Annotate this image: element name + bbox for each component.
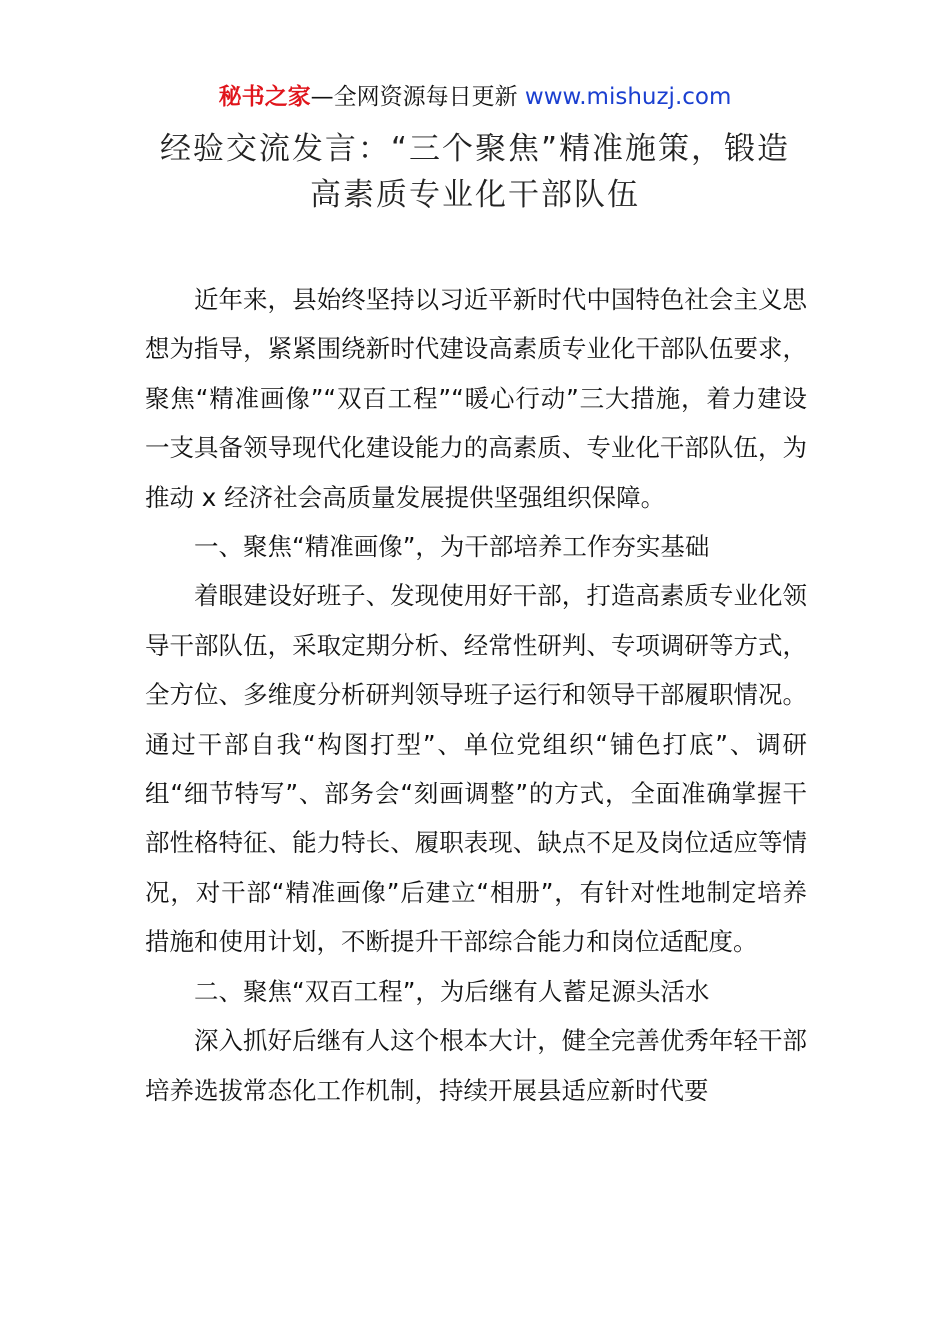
section-heading-1: 一、聚焦“精准画像”，为干部培养工作夯实基础 bbox=[194, 532, 710, 562]
section-1-paragraph: 着眼建设好班子、发现使用好干部，打造高素质专业化领导干部队伍，采取定期分析、经常性研判、专项调研等方式，全方位、多维度分析研判领导班子运行和领导干部履职情况。通过干部自我“构图打型”、单位党组织“铺色打底”、调研组“细节特写”、部务会“刻画调整”的方式，全面准确掌握干部性格特征、能力特长、履职表现、缺点不足及岗位适应等情况，对干部“精准画像”后建立“相册”，有针对性地制定培养措施和使用计划，不断提升干部综合能力和岗位适配度。 bbox=[145, 581, 807, 957]
site-url-link[interactable]: www.mishuzj.com bbox=[524, 84, 732, 110]
section-2-paragraph: 深入抓好后继有人这个根本大计，健全完善优秀年轻干部培养选拔常态化工作机制，持续开展县适应新时代要 bbox=[145, 1026, 807, 1105]
site-brand: 秘书之家 bbox=[218, 84, 311, 110]
site-header bbox=[0, 80, 950, 114]
document-title: 经验交流发言：“三个聚焦”精准施策，锻造高素质专业化干部队伍 bbox=[159, 131, 791, 213]
site-tagline: —全网资源每日更新 bbox=[310, 84, 525, 110]
intro-paragraph: 近年来，县始终坚持以习近平新时代中国特色社会主义思想为指导，紧紧围绕新时代建设高素质专业化干部队伍要求，聚焦“精准画像”“双百工程”“暖心行动”三大措施，着力建设一支具备领导现代化建设能力的高素质、专业化干部队伍，为推动 x 经济社会高质量发展提供坚强组织保障。 bbox=[145, 285, 807, 512]
section-heading-2: 二、聚焦“双百工程”，为后继有人蓄足源头活水 bbox=[194, 976, 710, 1006]
document-body bbox=[145, 275, 807, 1115]
